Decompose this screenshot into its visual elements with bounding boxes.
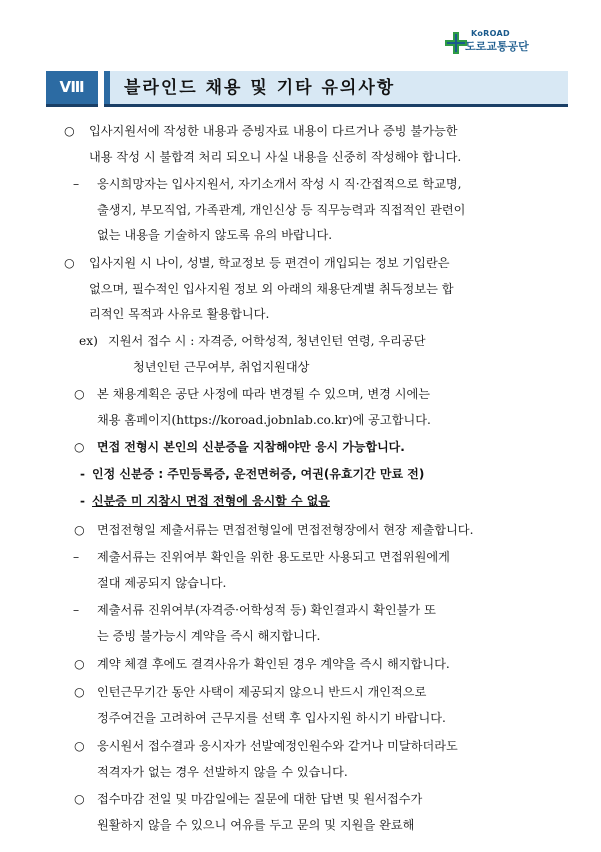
text-line: 계약 체결 후에도 결격사유가 확인된 경우 계약을 즉시 해지합니다. [97,657,450,671]
list-item [74,734,458,785]
text-line: 응시원서 접수결과 응시자가 선발예정인원수와 같거나 미달하더라도 [97,739,458,753]
koroad-logo-icon [445,32,467,54]
text-line: 인정 신분증 : 주민등록증, 운전면허증, 여권(유효기간 만료 전) [92,467,425,481]
list-item [74,382,431,433]
text-line: 없는 내용을 기술하지 않도록 유의 바랍니다. [97,228,333,243]
text-line: 청년인턴 근무여부, 취업지원대상 [133,359,310,374]
text-line: 면접전형일 제출서류는 면접전형일에 면접전형장에서 현장 제출합니다. [97,523,474,537]
text-line: 제출서류 진위여부(자격증·어학성적 등) 확인결과시 확인불가 또 [97,603,436,617]
text-line: 제출서류는 진위여부 확인을 위한 용도로만 사용되고 면접위원에게 [97,550,450,564]
list-item [64,119,461,170]
text-line: 적격자가 없는 경우 선발하지 않을 수 있습니다. [97,764,348,779]
text-line: 원활하지 않을 수 있으니 여유를 두고 문의 및 지원을 완료해 [97,817,415,832]
text-line: 입사지원서에 작성한 내용과 증빙자료 내용이 다르거나 증빙 불가능한 [89,124,458,138]
list-item [74,518,473,544]
list-item [73,598,436,649]
text-line: 지원서 접수 시 : 자격증, 어학성적, 청년인턴 연령, 우리공단 [108,334,426,348]
list-item [74,787,422,838]
list-item [64,251,454,328]
text-line: 내용 작성 시 불합격 처리 되오니 사실 내용을 신중히 작성해야 합니다. [89,149,462,164]
text-line: 인턴근무기간 동안 사택이 제공되지 않으니 반드시 개인적으로 [97,685,427,699]
text-line: 없으며, 필수적인 입사지원 정보 외 아래의 채용단계별 취득정보는 합 [89,281,454,296]
koroad-logo [445,28,565,58]
text-line: 본 채용계획은 공단 사정에 따라 변경될 수 있으며, 변경 시에는 [97,387,431,401]
text-line: 는 증빙 불가능시 계약을 즉시 해지합니다. [97,628,321,643]
dash-bullet: - [80,467,85,481]
text-line: 응시희망자는 입사지원서, 자기소개서 작성 시 직·간접적으로 학교명, [97,177,462,191]
section-title-bar [104,71,568,107]
circle-bullet: ○ [64,124,75,138]
text-line: 면접 전형시 본인의 신분증을 지참해야만 응시 가능합니다. [97,440,405,454]
logo-main-text: 도로교통공단 [465,40,529,53]
list-item [80,462,424,488]
circle-bullet: ○ [74,523,85,537]
dash-bullet: – [73,550,80,564]
example-marker: ex) [79,334,98,348]
dash-bullet: – [73,603,80,617]
text-line: 절대 제공되지 않습니다. [97,575,227,590]
circle-bullet: ○ [74,387,85,401]
text-line: 신분증 미 지참시 면접 전형에 응시할 수 없음 [92,494,330,508]
circle-bullet: ○ [64,256,75,270]
circle-bullet: ○ [74,792,85,806]
section-number: Ⅷ [46,71,98,107]
dash-bullet: – [73,177,80,191]
list-item [74,435,405,461]
text-line: 채용 홈페이지(https://koroad.jobnlab.co.kr)에 공고합니다. [97,412,431,427]
list-item [74,680,446,731]
circle-bullet: ○ [74,657,85,671]
text-line: 접수마감 전일 및 마감일에는 질문에 대한 답변 및 원서접수가 [97,792,423,806]
list-item [79,329,426,380]
logo-small-text: KoROAD [471,29,510,38]
circle-bullet: ○ [74,739,85,753]
section-title: 블라인드 채용 및 기타 유의사항 [124,78,396,98]
list-item [74,652,450,678]
text-line: 출생지, 부모직업, 가족관계, 개인신상 등 직무능력과 직접적인 관련이 [97,202,466,217]
text-line: 입사지원 시 나이, 성별, 학교정보 등 편견이 개입되는 정보 기입란은 [89,256,450,270]
circle-bullet: ○ [74,440,85,454]
list-item [73,545,450,596]
dash-bullet: - [80,494,85,508]
circle-bullet: ○ [74,685,85,699]
text-line: 정주여건을 고려하여 근무지를 선택 후 입사지원 하시기 바랍니다. [97,710,446,725]
text-line: 리적인 목적과 사유로 활용합니다. [89,307,270,322]
list-item [80,489,330,515]
title-accent [104,71,110,104]
list-item [73,172,465,249]
section-header [46,71,568,109]
